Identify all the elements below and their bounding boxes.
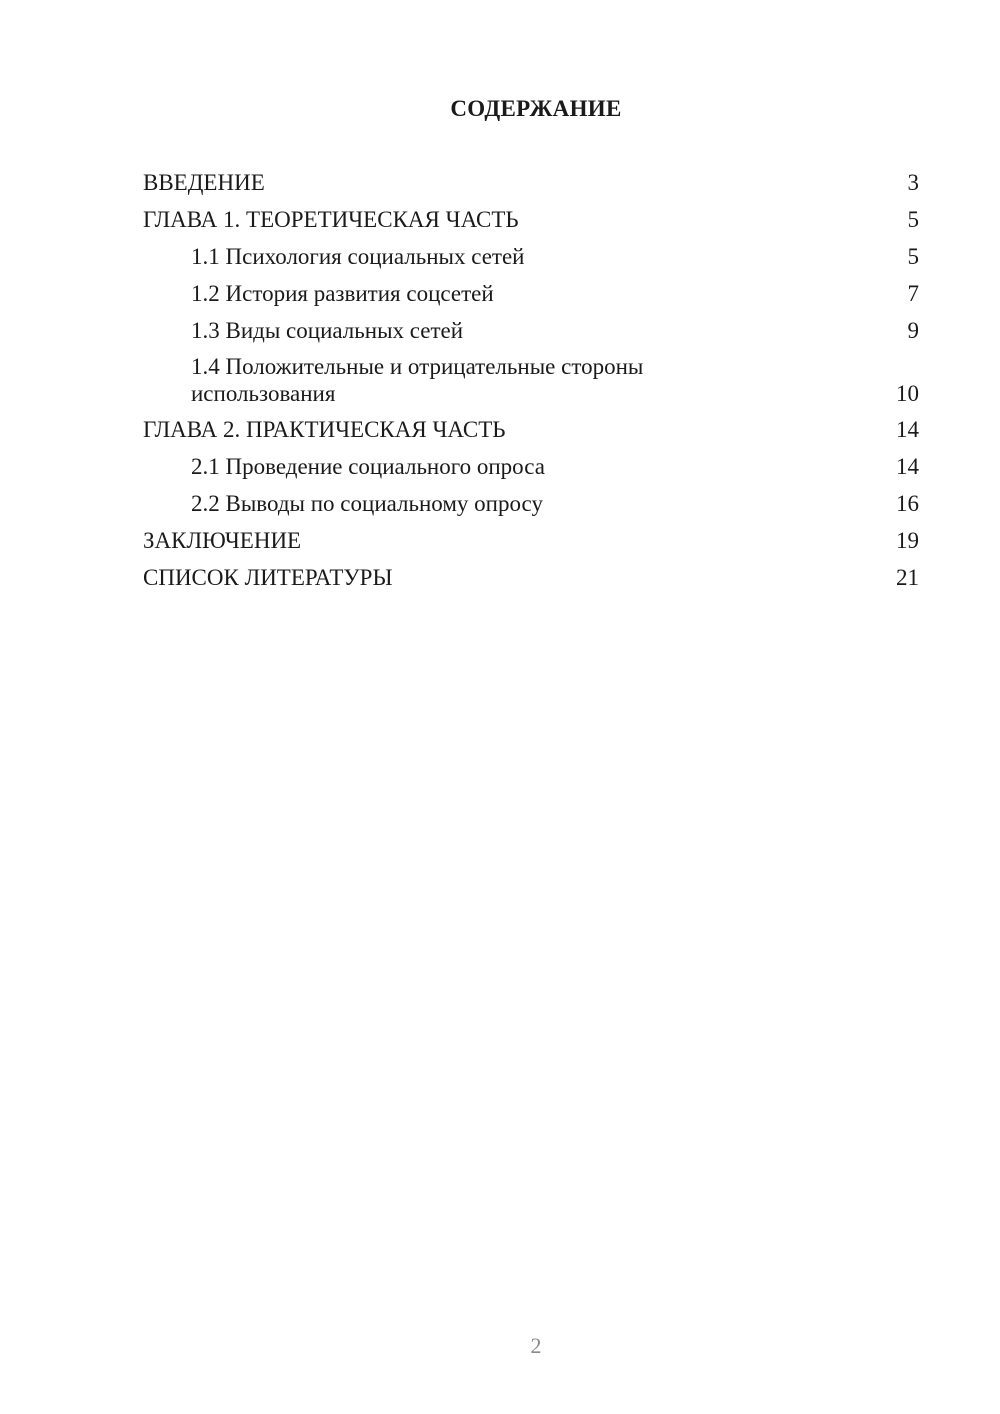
toc-entry-text: СПИСОК ЛИТЕРАТУРЫ — [143, 565, 393, 590]
toc-entry-chapter-1[interactable] — [143, 205, 919, 234]
toc-entry-page: 9 — [907, 318, 919, 343]
toc-entry-text-line-2: использования — [191, 381, 336, 406]
table-of-contents — [143, 168, 919, 600]
toc-entry-text: ГЛАВА 1. ТЕОРЕТИЧЕСКАЯ ЧАСТЬ — [143, 207, 519, 232]
toc-entry-page: 14 — [896, 454, 919, 479]
toc-entry-text: 2.1 Проведение социального опроса — [191, 454, 545, 479]
toc-entry-section-1-4[interactable] — [143, 353, 919, 407]
toc-entry-section-2-2[interactable] — [143, 489, 919, 518]
toc-entry-text — [143, 353, 889, 407]
toc-entry-page: 21 — [896, 565, 919, 590]
toc-entry-page: 7 — [907, 281, 919, 306]
page-title: СОДЕРЖАНИЕ — [450, 96, 622, 121]
toc-entry-text: 1.2 История развития соцсетей — [191, 281, 494, 306]
page-number: 2 — [530, 1333, 542, 1358]
toc-entry-chapter-2[interactable] — [143, 415, 919, 444]
toc-entry-page: 19 — [896, 528, 919, 553]
toc-entry-section-1-2[interactable] — [143, 279, 919, 308]
toc-entry-introduction[interactable] — [143, 168, 919, 197]
toc-entry-page: 5 — [907, 207, 919, 232]
toc-entry-text: 2.2 Выводы по социальному опросу — [191, 491, 543, 516]
toc-entry-text: 1.1 Психология социальных сетей — [191, 244, 525, 269]
toc-entry-page: 10 — [896, 381, 919, 406]
toc-entry-section-1-3[interactable] — [143, 316, 919, 345]
toc-entry-text: ЗАКЛЮЧЕНИЕ — [143, 528, 302, 553]
toc-entry-text: ГЛАВА 2. ПРАКТИЧЕСКАЯ ЧАСТЬ — [143, 417, 506, 442]
toc-entry-page: 3 — [907, 170, 919, 195]
toc-entry-text-line-1: 1.4 Положительные и отрицательные стороны — [191, 354, 644, 379]
toc-entry-conclusion[interactable] — [143, 526, 919, 555]
toc-entry-references[interactable] — [143, 563, 919, 592]
toc-entry-section-1-1[interactable] — [143, 242, 919, 271]
toc-entry-text: ВВЕДЕНИЕ — [143, 170, 265, 195]
toc-entry-section-2-1[interactable] — [143, 452, 919, 481]
toc-entry-page: 14 — [896, 417, 919, 442]
toc-entry-text: 1.3 Виды социальных сетей — [191, 318, 464, 343]
toc-entry-page: 5 — [907, 244, 919, 269]
toc-entry-page: 16 — [896, 491, 919, 516]
